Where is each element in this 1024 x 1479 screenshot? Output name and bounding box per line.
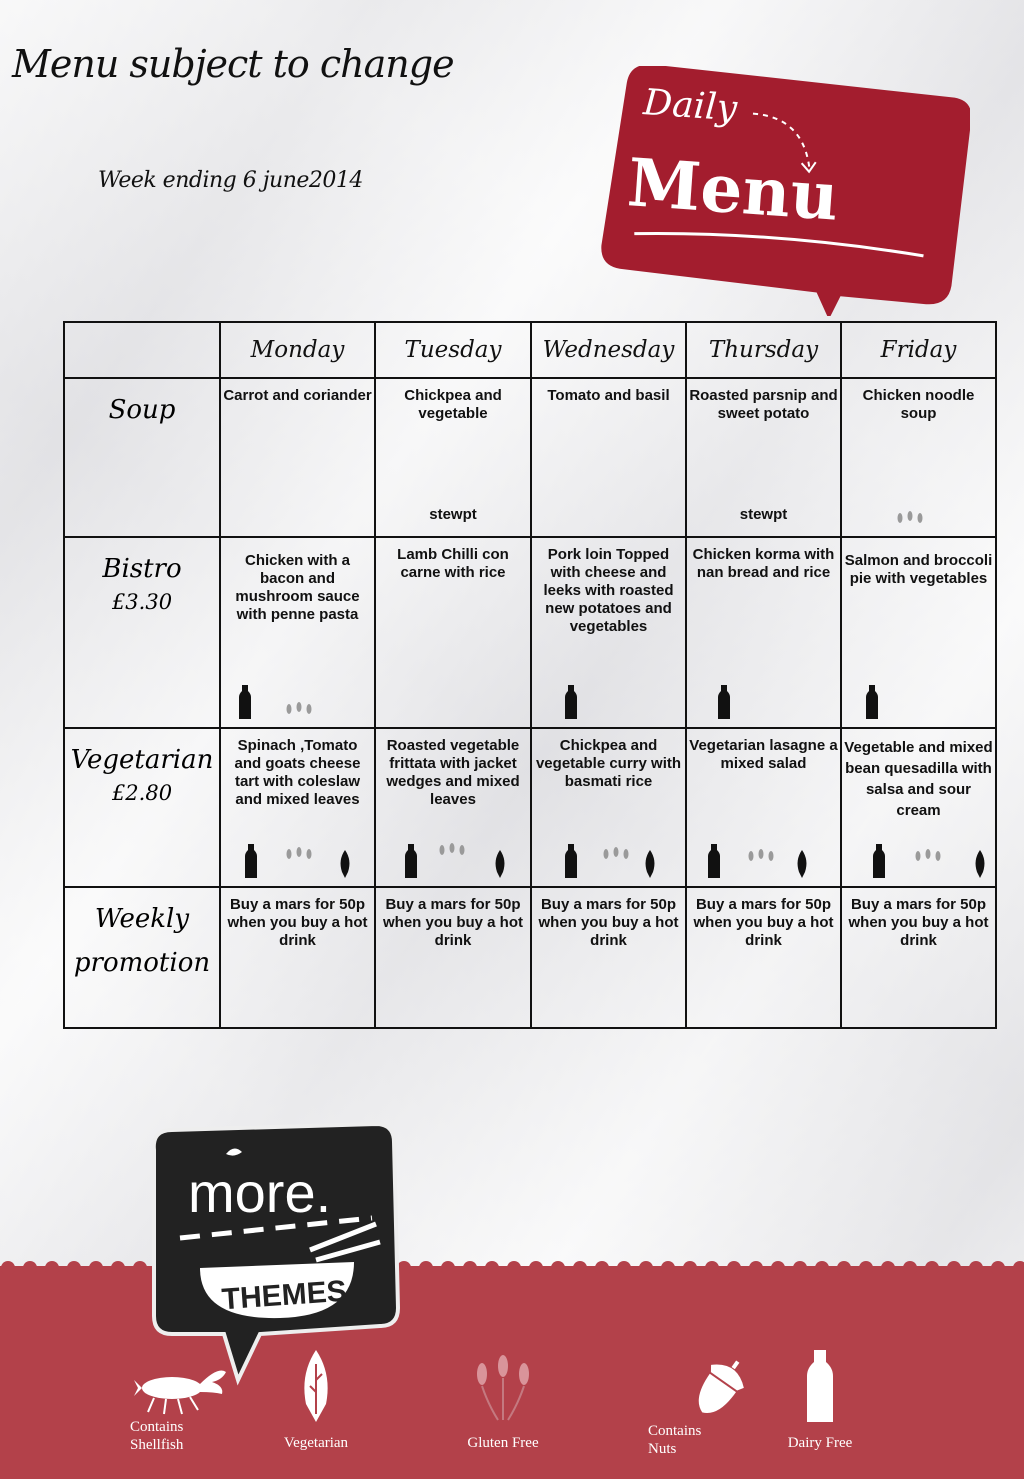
gluten-free-icon [281,844,317,864]
dairy-free-icon [866,685,878,719]
scallop-dot [67,1261,81,1274]
scallop-dot [837,1261,851,1274]
dish-text: Spinach ,Tomato and goats cheese tart with coleslaw and mixed leaves [234,737,361,808]
menu-cell [375,887,531,1028]
legend-shellfish [130,1352,250,1454]
promotion-label-line1: Weekly [94,904,190,934]
dairy-free-icon [245,844,257,878]
promo-text: Buy a mars for 50p when you buy a hot drink [382,896,523,949]
header-row [64,322,996,378]
dairy-free-icon [807,1350,833,1422]
vegetarian-leaf-icon [643,850,657,878]
menu-cell [841,887,996,1028]
shellfish-icon [134,1352,230,1418]
scallop-dot [749,1261,763,1274]
dairy-free-icon [565,685,577,719]
logo-word: more. [188,1161,332,1224]
promo-text: Buy a mars for 50p when you buy a hot drink [227,896,368,949]
menu-cell [375,728,531,887]
gluten-free-icon [468,1352,538,1422]
scallop-dot [639,1261,653,1274]
logo-sub: THEMES [220,1274,348,1317]
scallop-dot [661,1261,675,1274]
dish-text: Salmon and broccoli pie with vegetables [844,552,993,587]
dish-text: Carrot and coriander [223,387,372,404]
scallop-dot [551,1261,565,1274]
dairy-free-icon [239,685,251,719]
badge-small-text: Daily [642,82,739,130]
menu-cell [220,537,375,728]
scallop-dot [969,1261,983,1274]
scallop-dot [595,1261,609,1274]
menu-cell [375,537,531,728]
dairy-free-icon [565,844,577,878]
week-ending: Week ending 6 june2014 [98,168,363,193]
row-label-bistro [64,537,220,728]
scallop-dot [507,1261,521,1274]
legend-shellfish-label: Contains Shellfish [130,1419,184,1453]
scallop-dot [45,1261,59,1274]
soup-label: Soup [108,395,176,425]
dairy-free-icon [718,685,730,719]
gluten-free-icon [743,846,779,866]
day-header [220,322,375,378]
promo-text: Buy a mars for 50p when you buy a hot drink [538,896,679,949]
vegetarian-leaf-icon [300,1350,332,1422]
dairy-free-icon [708,844,720,878]
gluten-free-icon [598,844,634,864]
row-label-vegetarian [64,728,220,887]
dish-text: Tomato and basil [547,387,670,404]
corner-cell [64,322,220,378]
vegetarian-leaf-icon [973,850,987,878]
soup-row [64,378,996,537]
gluten-free-icon [434,840,470,860]
dish-note: stewpt [429,506,477,523]
vegetarian-leaf-icon [795,850,809,878]
legend-gluten-free-label: Gluten Free [467,1435,539,1451]
scallop-dot [727,1261,741,1274]
menu-table [63,321,997,1029]
scallop-dot [771,1261,785,1274]
legend-dairy-free-label: Dairy Free [787,1435,853,1451]
legend-gluten-free [460,1352,546,1452]
legend-nuts-label: Contains Nuts [648,1423,702,1457]
menu-cell [686,887,841,1028]
dairy-free-icon [405,844,417,878]
promo-text: Buy a mars for 50p when you buy a hot drink [693,896,834,949]
menu-cell [686,378,841,537]
row-label-soup [64,378,220,537]
menu-cell [220,728,375,887]
scallop-dot [441,1261,455,1274]
scallop-dot [529,1261,543,1274]
scallop-dot [1,1261,15,1274]
dish-text: Vegetable and mixed bean quesadilla with salsa and sour cream [844,739,993,819]
day-tuesday: Tuesday [404,337,502,363]
menu-cell [841,728,996,887]
scallop-dot [947,1261,961,1274]
scallop-dot [903,1261,917,1274]
scallop-dot [991,1261,1005,1274]
dish-text: Vegetarian lasagne a mixed salad [689,737,838,772]
vegetarian-label: Vegetarian [70,745,214,775]
day-thursday: Thursday [708,337,819,363]
vegetarian-leaf-icon [493,850,507,878]
dish-text: Chickpea and vegetable curry with basmati rice [535,737,682,790]
vegetarian-leaf-icon [338,850,352,878]
menu-cell [531,887,686,1028]
dish-text: Roasted vegetable frittata with jacket wedges and mixed leaves [386,737,520,808]
dish-text: Chicken with a bacon and mushroom sauce with penne pasta [235,552,360,623]
dish-note: stewpt [739,506,788,523]
day-header [375,322,531,378]
dish-text: Chicken korma with nan bread and rice [692,546,835,581]
menu-cell [531,537,686,728]
daily-menu-badge [598,66,970,316]
acorn-nut-icon [692,1352,748,1422]
scallop-dot [881,1261,895,1274]
menu-cell [531,378,686,537]
legend-dairy-free [780,1350,860,1452]
scallop-dot [419,1261,433,1274]
promotion-label-line2: promotion [73,948,211,978]
scallop-dot [463,1261,477,1274]
gluten-free-icon [910,846,946,866]
scallop-dot [573,1261,587,1274]
dish-text: Chicken noodle soup [862,387,975,422]
scallop-dot [617,1261,631,1274]
scallop-dot [1013,1261,1024,1274]
legend-vegetarian-label: Vegetarian [283,1435,349,1451]
bistro-price: £3.30 [111,590,173,614]
day-wednesday: Wednesday [542,337,675,363]
legend-nuts [648,1352,758,1458]
menu-cell [686,537,841,728]
dish-text: Roasted parsnip and sweet potato [689,387,838,422]
scallop-dot [23,1261,37,1274]
scallop-dot [793,1261,807,1274]
promotion-row [64,887,996,1028]
scallop-dot [111,1261,125,1274]
scallop-dot [859,1261,873,1274]
scallop-dot [485,1261,499,1274]
menu-cell [531,728,686,887]
day-header [686,322,841,378]
menu-cell [841,537,996,728]
dish-text: Pork loin Topped with cheese and leeks with roasted new potatoes and vegetables [543,546,674,635]
scallop-dot [705,1261,719,1274]
bistro-label: Bistro [102,554,182,584]
vegetarian-price: £2.80 [111,781,173,805]
dairy-free-icon [873,844,885,878]
day-monday: Monday [250,337,345,363]
bistro-row [64,537,996,728]
day-header [841,322,996,378]
vegetarian-row [64,728,996,887]
scallop-dot [683,1261,697,1274]
day-header [531,322,686,378]
scallop-dot [89,1261,103,1274]
day-friday: Friday [880,337,957,363]
gluten-free-icon [892,508,928,528]
menu-cell [375,378,531,537]
menu-cell [220,378,375,537]
menu-cell [841,378,996,537]
row-label-promotion [64,887,220,1028]
promo-text: Buy a mars for 50p when you buy a hot drink [848,896,989,949]
gluten-free-icon [281,699,317,719]
dish-text: Lamb Chilli con carne with rice [397,546,509,581]
scallop-dot [925,1261,939,1274]
scallop-dot [815,1261,829,1274]
badge-large-text: Menu [625,143,842,236]
legend-vegetarian [276,1350,356,1452]
dish-text: Chickpea and vegetable [404,387,502,422]
menu-cell [220,887,375,1028]
menu-cell [686,728,841,887]
menu-notice: Menu subject to change [12,42,454,86]
